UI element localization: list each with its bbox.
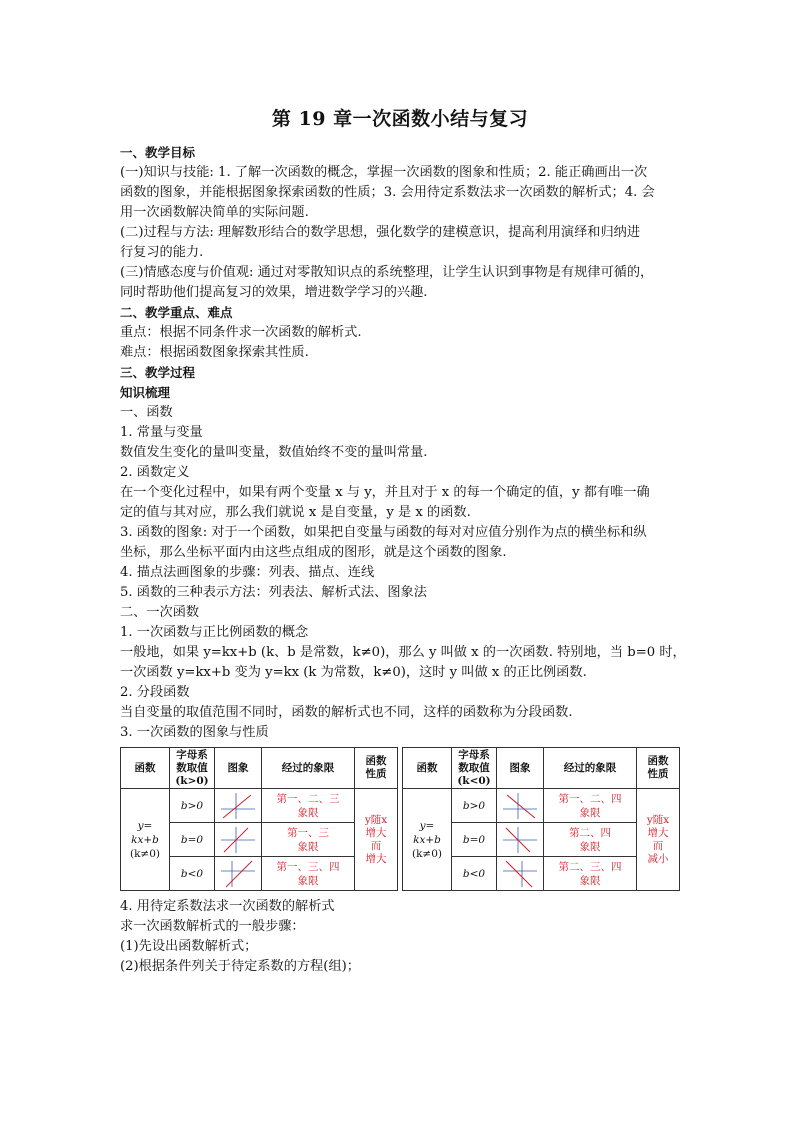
header-coefficient: 字母系 数取值 (k<0) [452, 748, 497, 789]
table-k-positive [120, 747, 398, 891]
line-graph-icon [218, 825, 258, 855]
condition-cell: b<0 [452, 857, 497, 891]
paragraph-line: (2)根据条件列关于待定系数的方程(组)； [120, 959, 360, 974]
paragraph-line: 难点：根据函数图象探索其性质. [120, 345, 309, 360]
graph-cell [215, 823, 262, 857]
graph-cell [215, 857, 262, 891]
condition-cell: b=0 [170, 823, 215, 857]
paragraph-line: 坐标，那么坐标平面内由这些点组成的图形，就是这个函数的图象. [120, 545, 507, 560]
quadrant-cell: 第二、四 象限 [544, 823, 637, 857]
paragraph-line: 一、函数 [120, 405, 173, 420]
quadrant-cell: 第一、三 象限 [262, 823, 355, 857]
section-heading: 二、教学重点、难点 [120, 305, 233, 320]
paragraph-line: (一)知识与技能: 1. 了解一次函数的概念，掌握一次函数的图象和性质；2. 能正确画出一次 [120, 165, 648, 180]
quadrant-cell: 第一、二、三 象限 [262, 789, 355, 823]
paragraph-line: (1)先设出函数解析式； [120, 939, 258, 954]
header-coefficient: 字母系 数取值 (k>0) [170, 748, 215, 789]
graph-cell [215, 789, 262, 823]
paragraph-line: 4. 用待定系数法求一次函数的解析式 [120, 899, 335, 914]
graph-cell [497, 857, 544, 891]
function-cell: y= kx+b (k≠0) [121, 789, 170, 891]
quadrant-cell: 第一、三、四 象限 [262, 857, 355, 891]
paragraph-line: (二)过程与方法: 理解数形结合的数学思想，强化数学的建模意识，提高利用演绎和归纳进 [120, 225, 641, 240]
table-k-negative [402, 747, 680, 891]
paragraph-line: 同时帮助他们提高复习的效果，增进数学学习的兴趣. [120, 285, 428, 300]
header-function: 函数 [121, 748, 170, 789]
graph-cell [497, 823, 544, 857]
paragraph-line: 1. 常量与变量 [120, 425, 203, 440]
quadrant-cell: 第二、三、四 象限 [544, 857, 637, 891]
line-graph-icon [218, 859, 258, 889]
subsection-heading: 知识梳理 [120, 385, 171, 400]
paragraph-line: 当自变量的取值范围不同时，函数的解析式也不同，这样的函数称为分段函数. [120, 705, 573, 720]
condition-cell: b>0 [452, 789, 497, 823]
header-property: 函数 性质 [637, 748, 680, 789]
condition-cell: b<0 [170, 857, 215, 891]
paragraph-line: 4. 描点法画图象的步骤：列表、描点、连线 [120, 565, 375, 580]
section-heading: 三、教学过程 [120, 365, 196, 380]
paragraph-line: 重点：根据不同条件求一次函数的解析式. [120, 325, 362, 340]
header-quadrants: 经过的象限 [262, 748, 355, 789]
line-graph-icon [500, 791, 540, 821]
paragraph-line: 在一个变化过程中，如果有两个变量 x 与 y，并且对于 x 的每一个确定的值，y 都有唯一确 [120, 485, 650, 500]
paragraph-line: (三)情感态度与价值观: 通过对零散知识点的系统整理，让学生认识到事物是有规律可循的， [120, 265, 654, 280]
paragraph-line: 定的值与其对应，那么我们就说 x 是自变量，y 是 x 的函数. [120, 505, 471, 520]
section-heading: 一、教学目标 [120, 145, 196, 160]
paragraph-line: 求一次函数解析式的一般步骤： [120, 919, 305, 934]
paragraph-line: 行复习的能力. [120, 245, 204, 260]
condition-cell: b=0 [452, 823, 497, 857]
header-graph: 图象 [497, 748, 544, 789]
table-header-row [121, 748, 398, 789]
line-graph-icon [500, 825, 540, 855]
paragraph-line: 数值发生变化的量叫变量，数值始终不变的量叫常量. [120, 445, 428, 460]
property-cell: y随x 增大 而 增大 [355, 789, 398, 891]
function-cell: y= kx+b (k≠0) [403, 789, 452, 891]
paragraph-line: 2. 函数定义 [120, 465, 190, 480]
graph-cell [497, 789, 544, 823]
line-graph-icon [500, 859, 540, 889]
table-header-row [403, 748, 680, 789]
paragraph-line: 用一次函数解决简单的实际问题. [120, 205, 309, 220]
table-row [121, 789, 398, 823]
quadrant-cell: 第一、二、四 象限 [544, 789, 637, 823]
paragraph-line: 3. 函数的图象: 对于一个函数，如果把自变量与函数的每对对应值分别作为点的横坐标和纵 [120, 525, 647, 540]
paragraph-line: 2. 分段函数 [120, 685, 190, 700]
header-function: 函数 [403, 748, 452, 789]
paragraph-line: 一般地，如果 y=kx+b (k、b 是常数，k≠0)，那么 y 叫做 x 的一次函数. 特别地，当 b=0 时， [120, 645, 686, 660]
document-page [120, 104, 686, 977]
paragraph-line: 3. 一次函数的图象与性质 [120, 725, 269, 740]
line-graph-icon [218, 791, 258, 821]
table-row [403, 789, 680, 823]
paragraph-line: 二、一次函数 [120, 605, 200, 620]
function-tables [120, 747, 680, 891]
paragraph-line: 1. 一次函数与正比例函数的概念 [120, 625, 309, 640]
paragraph-line: 函数的图象，并能根据图象探索函数的性质；3. 会用待定系数法求一次函数的解析式；4. 会 [120, 185, 655, 200]
header-graph: 图象 [215, 748, 262, 789]
paragraph-line: 5. 函数的三种表示方法：列表法、解析式法、图象法 [120, 585, 427, 600]
header-quadrants: 经过的象限 [544, 748, 637, 789]
condition-cell: b>0 [170, 789, 215, 823]
header-property: 函数 性质 [355, 748, 398, 789]
property-cell: y随x 增大 而 减小 [637, 789, 680, 891]
paragraph-line: 一次函数 y=kx+b 变为 y=kx (k 为常数，k≠0)，这时 y 叫做 x 的正比例函数. [120, 665, 587, 680]
page-title: 第 19 章一次函数小结与复习 [271, 108, 529, 130]
